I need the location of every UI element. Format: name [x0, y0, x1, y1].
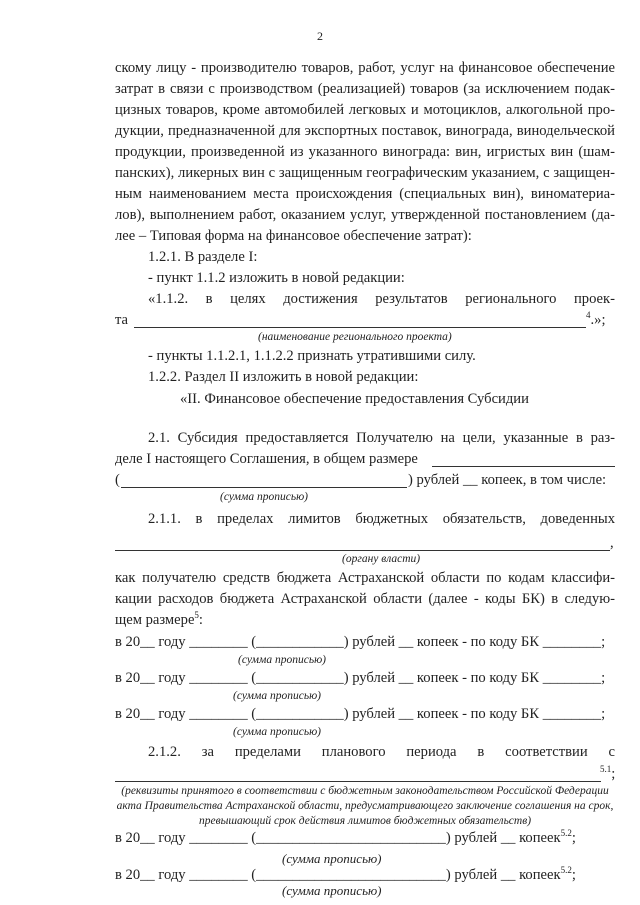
- footnote-ref: 5.2: [560, 828, 572, 839]
- year-row-long-text: в 20__ году ________ (__________________________) рублей __ копеек: [115, 830, 561, 846]
- repeal-line: - пункты 1.1.2.1, 1.1.2.2 признать утратившими силу.: [148, 348, 476, 364]
- regional-project-blank: [134, 327, 586, 328]
- para1-line: цизных товаров, кроме автомобилей легковых и мотоциклов, алкогольной про-: [115, 102, 615, 118]
- sum-caption: (сумма прописью): [233, 726, 322, 738]
- year-row-long: [115, 829, 576, 848]
- total-amount-blank: [432, 466, 615, 467]
- authority-caption: (органу власти): [342, 553, 421, 565]
- para1-line: дукции, предназначенной для экспортных поставок, винограда, винодельческой: [115, 123, 615, 139]
- section-2-1-2-line: 2.1.2. за пределами планового периода в соответствии с: [148, 744, 615, 760]
- clause-1-1-2: «1.1.2. в целях достижения результатов регионального проек-: [148, 291, 615, 307]
- para1-line: затрат в связи с производством (реализацией) товаров (за исключением подак-: [115, 81, 615, 97]
- para1-line: панских), ликерных вин с защищенным географическим указанием, с защищен-: [115, 165, 615, 181]
- year-row-bk: в 20__ году ________ (____________) рублей __ копеек - по коду БК ________;: [115, 706, 606, 722]
- sum-caption: (сумма прописью): [220, 491, 309, 503]
- sum-caption: (сумма прописью): [282, 883, 382, 898]
- comma: ,: [610, 535, 614, 551]
- footnote-ref: 4: [586, 310, 591, 321]
- authority-blank: [115, 550, 610, 551]
- para1-line: лов), выполнением работ, оказанием услуг, утвержденной постановлением (да-: [115, 207, 615, 223]
- act-details-caption: (реквизиты принятого в соответствии с бюджетным законодательством Российской Федерации акта Правительства Астраханской области, предусматривающего заключение соглашения на срок, превышающий срок действия лимитов бюджетных обязательств): [116, 785, 614, 827]
- section-2-1-line: деле I настоящего Соглашения, в общем размере: [115, 451, 418, 467]
- footnote-ref: 5.1: [600, 764, 612, 775]
- para1-line: лее – Типовая форма на финансовое обеспечение затрат):: [115, 228, 472, 244]
- amount-words-blank: [121, 487, 407, 488]
- section-2-1-1-line: 2.1.1. в пределах лимитов бюджетных обязательств, доведенных: [148, 511, 615, 527]
- year-row-bk: в 20__ году ________ (____________) рублей __ копеек - по коду БК ________;: [115, 670, 606, 686]
- row-end: ;: [571, 867, 576, 883]
- act-details-blank: [115, 781, 601, 782]
- footnote-ref: 5.2: [560, 865, 572, 876]
- clause-1-1-2-suffix: .»;: [590, 312, 606, 328]
- para1-line: скому лицу - производителю товаров, работ, услуг на финансовое обеспечение: [115, 60, 615, 76]
- regional-project-caption: (наименование регионального проекта): [258, 331, 452, 343]
- colon: :: [198, 612, 203, 628]
- section-2-1-2-end: [600, 765, 615, 784]
- year-row-long-text: в 20__ году ________ (__________________________) рублей __ копеек: [115, 867, 561, 883]
- paren-open: (: [115, 472, 120, 488]
- section-2-1-line: 2.1. Субсидия предоставляется Получателю на цели, указанные в раз-: [148, 430, 615, 446]
- footnote-ref: 5: [194, 610, 199, 621]
- sum-caption: (сумма прописью): [282, 851, 382, 866]
- sum-caption: (сумма прописью): [238, 654, 327, 666]
- clause-1-1-2-prefix: та: [115, 312, 129, 328]
- section-2-1-1-last-text: щем размере: [115, 612, 195, 628]
- sum-caption: (сумма прописью): [233, 690, 322, 702]
- section-2-title: «II. Финансовое обеспечение предоставления Субсидии: [180, 391, 529, 407]
- section-1-2-1: 1.2.1. В разделе I:: [148, 249, 258, 265]
- clause-1-1-2-end: [586, 311, 606, 330]
- year-row-bk: в 20__ году ________ (____________) рублей __ копеек - по коду БК ________;: [115, 634, 606, 650]
- section-2-1-1-last: [115, 611, 203, 630]
- section-1-2-2: 1.2.2. Раздел II изложить в новой редакции:: [148, 369, 419, 385]
- page-number: 2: [317, 29, 323, 43]
- para1-line: ным наименованием места происхождения (специальных вин), виноматериа-: [115, 186, 615, 202]
- section-1-2-1-item: - пункт 1.1.2 изложить в новой редакции:: [148, 270, 405, 286]
- row-end: ;: [571, 830, 576, 846]
- semicolon: ;: [611, 766, 616, 782]
- para1-line: продукции, произведенной из указанного винограда: вин, игристых вин (шам-: [115, 144, 615, 160]
- section-2-1-line: ) рублей __ копеек, в том числе:: [408, 472, 607, 488]
- section-2-1-1-body: кации расходов бюджета Астраханской области (далее - коды БК) в следую-: [115, 591, 615, 607]
- section-2-1-1-body: как получателю средств бюджета Астраханской области по кодам классифи-: [115, 570, 615, 586]
